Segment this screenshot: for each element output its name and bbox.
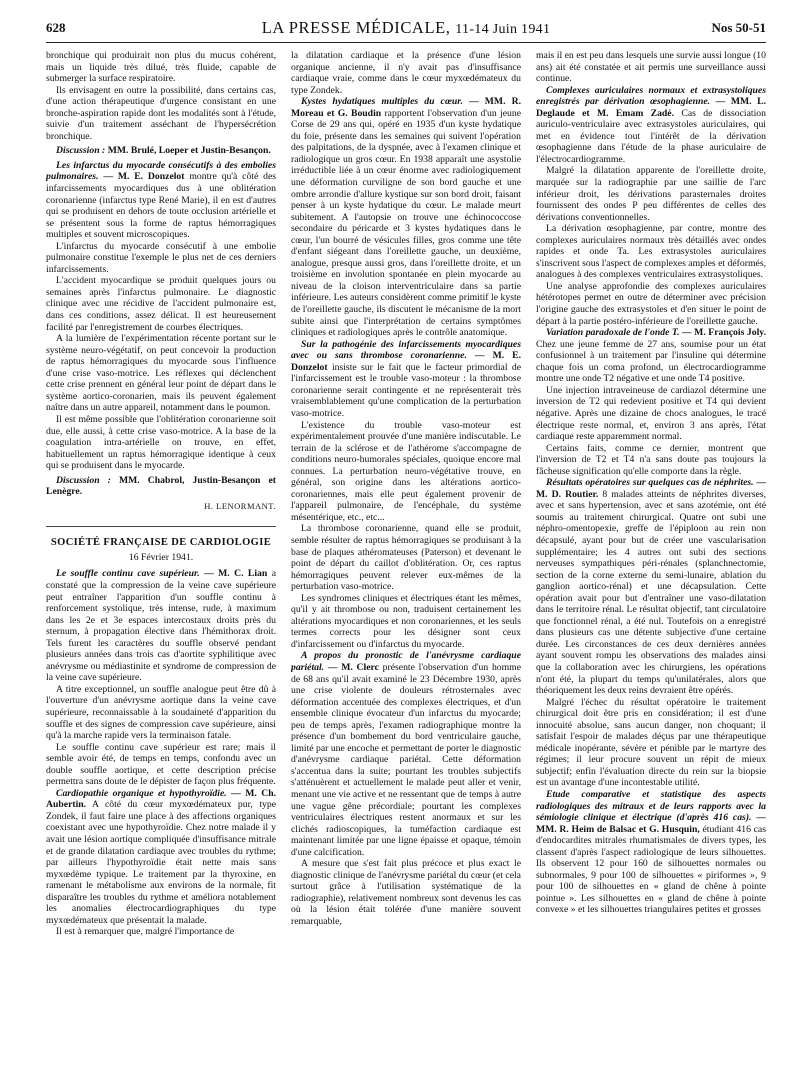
paragraph: mais il en est peu dans lesquels une survie aussi longue (10 ans) ait été constatée et ait permis une surveillance aussi continue. (536, 50, 766, 85)
paragraph: bronchique qui produirait non plus du mucus cohérent, mais un liquide très dilué, très fluide, capable de submerger la surface respiratoire. (46, 50, 276, 85)
article-author: — M. Ch. Aubertin. (46, 787, 276, 811)
article-title: Les infarctus du myocarde consécutifs à des embolies pulmonaires. (46, 159, 276, 183)
paragraph: Il est à remarquer que, malgré l'importance de (56, 926, 235, 938)
column-3 (536, 50, 766, 1074)
article-text: A côté du cœur myxœdémateux pur, type Zondek, il faut faire une place à des affections organiques coexistant avec une hypothyroïdie. Chez notre malade il y avait une lésion aortique compliquée d'insuffisance mitrale et de grande dilatation cardiaque avec troubles du rythme; par ailleurs l'hypothyroïdie était nette mais sans myxœdème typique. Le traitement par la thyroxine, en ramenant le métabolisme aux environs de la normale, fit disparaître les troubles du rythme et améliora notablement les anomalies électrocardiographiques du type myxœdémateux que présentait la malade. (46, 799, 276, 926)
section-date: 16 Février 1941. (128, 551, 194, 563)
article-text: a constaté que la compression de la veine cave supérieure peut entraîner l'apparition d'un souffle continu à renforcement systolique, très intense, rude, à maximum dans les 2e et 3e espaces intercostaux droits près du sternum, à propagation élective dans l'hémithorax droit. Tels furent les caractères du souffle observé pendant plusieurs années dans trois cas d'aortite syphilitique avec anévrysme ou médiastinite et syndrome de compression de la veine cave supérieure. (46, 568, 276, 684)
signature: H. LENORMANT. (204, 500, 276, 511)
article-text: Chez une jeune femme de 27 ans, soumise pour un état confusionnel à un traitement par l'insuline qui détermine chaque fois un coma profond, un électrocardiogramme montre une onde T2 négative et une onde T4 positive. (536, 338, 766, 385)
paragraph: La thrombose coronarienne, quand elle se produit, semble résulter de raptus hémorragiques se produisant à la base de plaques athéromateuses (Paterson) et devenant le point de départ du caillot d'oblitération. Or, ces raptus hémorragiques peuvent relever eux-mêmes de la perturbation vaso-motrice. (291, 523, 521, 593)
column-2 (291, 50, 521, 1074)
column-1 (46, 50, 276, 1074)
article-author: — MM. R. Moreau et G. Boudin (291, 96, 521, 119)
article-author: — MM. R. Heim de Balsac et G. Husquin, (536, 812, 766, 835)
article-columns (46, 50, 766, 1074)
paragraph: Il est même possible que l'oblitération coronarienne soit due, elle aussi, à cette crise vaso-motrice. A la base de la coagulation intra-artérielle on trouve, en effet, habituellement un raptus hémorragique identique à ceux qui se produisent dans le myocarde. (46, 413, 276, 472)
article-title: Etude comparative et statistique des aspects radiologiques des mitraux et de leurs rapports avec la sémiologie clinique et électrique (d'après 416 cas). (536, 789, 766, 824)
article-intro (536, 789, 766, 916)
discussion (46, 145, 276, 157)
page-number: 628 (46, 20, 66, 35)
journal-title (46, 18, 766, 38)
article-intro (46, 160, 276, 241)
article-author: — MM. L. Deglaude et M. Emam Zadé. (536, 96, 766, 119)
article-title: Résultats opératoires sur quelques cas de néphrites. (546, 477, 754, 489)
paragraph: Malgré l'échec du résultat opératoire le traitement chirurgical doit être pris en considération; il est d'une innocuité absolue, sans aucun danger, non choquant; il satisfait l'espoir de malades déçus par une thérapeutique médicale inopérante, sévère et pénible par le martyre des régimes; il leur procure souvent un répit de mieux subjectif; enfin l'évaluation directe du rein sur la biopsie est un avantage d'une incontestable utilité. (536, 696, 766, 789)
article-author: — M. Clerc (327, 661, 379, 673)
discussion-names: MM. Brulé, Loeper et Justin-Besançon. (107, 145, 271, 157)
paragraph: Ils envisagent en outre la possibilité, dans certains cas, d'une action thérapeutique d'urgence consistant en une bronche-aspiration rapide dont les modalités sont à l'étude, suivie d'un traitement asséchant de l'hypersécrétion bronchique. (46, 84, 276, 142)
article-author: — M. C. Lian (204, 568, 268, 580)
article-text: présente l'observation d'un homme de 68 ans qu'il avait examiné le 23 Décembre 1930, après une crise violente de douleurs rétrosternales avec déformation accentuée des complexes électriques, et d'un ensemble clinique évocateur d'un infarctus du myocarde; peu de temps après, l'examen radiographique montre la présence d'un bombement du bord ventriculaire gauche, limité par une encoche et permettant de porter le diagnostic d'anévrysme cardiaque pariétal. Cette déformation s'accentua dans la suite; pourtant les troubles subjectifs s'atténuèrent et actuellement le malade peut aller et venir, menant une vie active et ne ressentant que de temps à autre une vague gêne précordiale; pourtant les complexes ventriculaires électriques restent anormaux et sur les clichés radioscopiques, la tuméfaction cardiaque est maintenant limitée par une ligne épaisse et opaque, témoin d'une calcification. (291, 661, 521, 858)
paragraph: L'existence du trouble vaso-moteur est expérimentalement prouvée d'une manière indiscutable. Le terrain de la sclérose et de l'athérome s'accompagne de conditions neuro-humorales spéciales, quoique encore mal connues. La perturbation neuro-végétative trouve, en général, son origine dans les altérations aortico-coronariennes, mais elle peut également provenir de l'appareil pulmonaire, de l'encéphale, du système mésentérique, etc., etc... (291, 419, 521, 523)
paragraph: Certains faits, comme ce dernier, montrent que l'inversion de T2 et T4 n'a sans doute pas toujours la fâcheuse signification qu'elle comporte dans la règle. (536, 442, 766, 477)
article-title: A propos du pronostic de l'anévrysme cardiaque pariétal. (291, 650, 521, 673)
paragraph: A titre exceptionnel, un souffle analogue peut être dû à l'ouverture d'un anévrysme aortique dans la veine cave supérieure, reconnaissable à la soudaineté d'apparition du souffle et des signes de compression cave supérieure, ainsi qu'à la marche rapide vers la terminaison fatale. (46, 683, 276, 742)
article-intro (536, 327, 766, 385)
article-text: rapportent l'observation d'un jeune Corse de 29 ans qui, opéré en 1935 d'un kyste hydatique du foie, présente dans les semaines qui suivent l'opération des palpitations, de la dyspnée, avec à l'examen clinique et radiologique un gros cœur. En 1938 apparaît une asystolie irréductible liée à un cœur énorme avec radiologiquement une déformation curviligne de son bord gauche et une ombre arrondie d'allure kystique sur son bord droit, faisant penser à un kyste hydatique du cœur. Le malade meurt subitement. A l'autopsie on trouve une échinococcose secondaire du péricarde et 3 kystes hydatiques dans le cœur, l'un bourré de vésicules filles, gros comme une tête d'enfant siégeant dans l'oreillette gauche, un deuxième, analogue, presque aussi gros, dans l'oreillette droite, et un troisième en involution spontanée en plein myocarde au niveau de la cloison interventriculaire dans sa partie inférieure. Les auteurs considèrent comme primitif le kyste de l'oreillette gauche, ils discutent le mécanisme de la mort subite ainsi que l'interprétation de certains symptômes cliniques et radiologiques après le contrôle anatomique. (291, 107, 521, 339)
article-title: Le souffle continu cave supérieur. (56, 568, 200, 580)
article-author: — M. E. Donzelot (103, 171, 185, 183)
article-intro (536, 477, 766, 696)
article-intro (291, 650, 521, 858)
paragraph: L'infarctus du myocarde consécutif à une embolie pulmonaire constitue l'exemple le plus net de ces derniers infarcissements. (46, 240, 276, 275)
article-title: Sur la pathogénie des infarcissements myocardiques avec ou sans thrombose coronarienne. (291, 338, 521, 362)
journal-name: LA PRESSE MÉDICALE, (261, 18, 451, 37)
article-intro (46, 788, 276, 927)
paragraph: la dilatation cardiaque et la présence d'une lésion organique ancienne, il n'y avait pas d'insuffisance cardiaque vraie, comme dans le cœur myxœdémateux du type Zondek. (291, 50, 521, 96)
article-text: étudiant 416 cas d'endocardites mitrales rhumatismales de divers types, les classent d'après l'aspect radiologique de leurs silhouettes. Ils observent 12 pour 160 de silhouettes normales ou subnormales, 9 pour 100 de silhouettes « piriformes », 9 pour 100 de silhouettes en « gland de chêne à pointe pointue ». Les silhouettes en « gland de chêne à pointe convexe » et les silhouettes triangulaires petites et grosses (536, 823, 766, 916)
discussion-label: Discussion : (56, 474, 111, 486)
paragraph: La dérivation œsophagienne, par contre, montre des complexes auriculaires normaux très détaillés avec ondes rapides et onde Ta. Les extrasystoles auriculaires s'inscrivent sous l'aspect de complexes amples et déformés, analogues à des complexes ventriculaires extrasystoliques. (536, 223, 766, 281)
article-author: — M. D. Routier. (536, 477, 766, 500)
section-title: SOCIÉTÉ FRANÇAISE DE CARDIOLOGIE (46, 526, 276, 549)
paragraph: Malgré la dilatation apparente de l'oreillette droite, marquée sur la radiographie par une saillie de l'arc inférieur droit, les dérivations parasternales droites fournissent des ondes P peu différentes de celles des dérivations conventionnelles. (536, 165, 766, 223)
discussion-names: MM. Chabrol, Justin-Besançon et Lenègre. (46, 474, 276, 498)
paragraph: Une injection intraveineuse de cardiazol détermine une inversion de T2 qui redevient positive et T4 qui devient négative. Après une dizaine de chocs analogues, le tracé électrique reste normal, et, environ 3 ans après, l'état cardiaque reste apparemment normal. (536, 384, 766, 443)
paragraph: Une analyse approfondie des complexes auriculaires hétérotopes permet en outre de déterminer avec précision l'origine gauche des extrasystoles et d'en situer le point de départ à la partie postéro-inférieure de l'oreillette gauche. (536, 280, 766, 327)
discussion (46, 475, 276, 498)
discussion-label: Discussion : (56, 145, 106, 157)
paragraph: Le souffle continu cave supérieur est rare; mais il semble avoir été, de temps en temps, confondu avec un double souffle aortique, et cette description précise permettra sans doute de le dépister de façon plus fréquente. (46, 741, 276, 788)
issue-number: Nos 50-51 (711, 20, 766, 35)
paragraph: L'accident myocardique se produit quelques jours ou semaines après l'infarctus pulmonaire. Le diagnostic clinique avec une récidive de l'accident pulmonaire est, dans ces conditions, assez délicat. Il est heureusement facilité par l'enregistrement de courbes électriques. (46, 275, 276, 333)
article-author: — M. François Joly. (681, 327, 766, 339)
page-header (46, 20, 766, 43)
article-title: Kystes hydatiques multiples du cœur. (301, 96, 463, 108)
article-text: insiste sur le fait que le facteur primordial de l'infarcissement est le trouble vaso-moteur : la thrombose coronarienne serait contingente et ne représenterait très vraisemblablement qu'une complication de la perturbation vaso-motrice. (291, 361, 521, 419)
paragraph: A la lumière de l'expérimentation récente portant sur le système neuro-végétatif, on peut concevoir la production de raptus hémorragiques du myocarde sous l'influence d'une crise vaso-motrice. Les réflexes qui déclenchent cette crise prennent en général leur point de départ dans le système aortico-coronarien, mais ils peuvent également naître dans un autre appareil, notamment dans le poumon. (46, 333, 276, 414)
article-text: Cas de dissociation auriculo-ventriculaire avec extrasystoles auriculaires, qui met en évidence tout l'intérêt de la dérivation œsophagienne dans l'étude de la phase auriculaire de l'électrocardiogramme. (536, 107, 766, 165)
paragraph: Les syndromes cliniques et électriques étant les mêmes, qu'il y ait thrombose ou non, traduisent certainement les altérations myocardiques et non coronariennes, et les seuls termes corrects pour les désigner sont ceux d'infarcissement ou d'infarctus du myocarde. (291, 592, 521, 650)
article-author: — M. E. Donzelot (291, 350, 521, 373)
article-text: 8 malades atteints de néphrites diverses, avec et sans hypertension, avec et sans azotémie, ont été soumis au traitement chirurgical. Quatre ont subi une néphro-omentopexie, greffe de l'épiploon au rein non décapsulé, ayant pour but de créer une vascularisation supplémentaire; les 4 autres ont subi des sections nerveuses sympathiques péri-rénales (splanchnectomie, section de la corne externe du semi-lunaire, ablation du ganglion aortico-rénal) et une décapsulation. Cette opération avait pour but d'entraîner une vaso-dilatation dans le territoire rénal. Le résultat objectif, tant circulatoire que fonctionnel rénal, a été nul. Toutefois on a enregistré dans plusieurs cas une détente subjective d'une certaine durée. Les circonstances de ces deux dernières années ayant souvent rompu les observations des malades ainsi que la collaboration avec les chirurgiens, les opérations n'ont été, la plupart du temps qu'unilatérales, alors que théoriquement les deux reins devraient être opérés. (536, 488, 766, 697)
article-intro (536, 85, 766, 166)
article-intro (291, 339, 521, 420)
article-title: Variation paradoxale de l'onde T. (546, 327, 680, 339)
paragraph: A mesure que s'est fait plus précoce et plus exact le diagnostic clinique de l'anévrysme pariétal du cœur (et cela surtout grâce à l'utilisation systématique de la radiographie), relativement nombreux sont devenus les cas où la lésion était tolérée d'une manière souvent remarquable, (291, 858, 521, 928)
article-title: Complexes auriculaires normaux et extrasystoliques enregistrés par dérivation œsophagienne. (536, 84, 766, 108)
issue-date: 11-14 Juin 1941 (455, 22, 551, 37)
article-title: Cardiopathie organique et hypothyroïdie. (56, 787, 227, 799)
article-intro (46, 568, 276, 683)
article-intro (291, 96, 521, 338)
article-text: montre qu'à côté des infarcissements myocardiques dus à une oblitération coronarienne (infarctus type René Marie), il en est d'autres qui se produisent en dehors de toute occlusion artérielle et se présentent sous la forme de raptus hémorragiques multiples et souvent microscopiques. (46, 171, 276, 241)
